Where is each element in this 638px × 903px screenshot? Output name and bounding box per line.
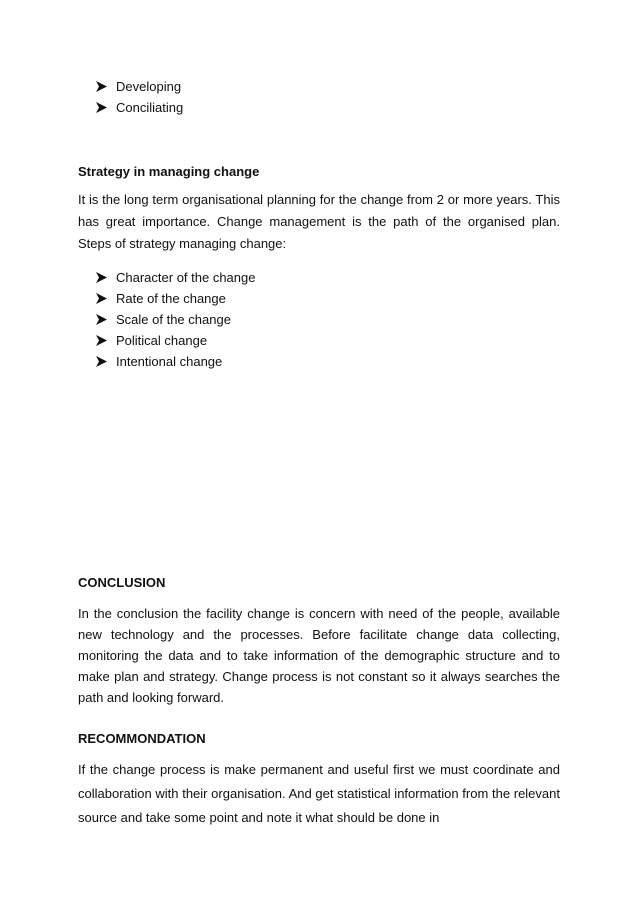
list-item xyxy=(96,76,183,97)
list-item xyxy=(96,351,255,372)
recommendation-paragraph: If the change process is make permanent and useful first we must coordinate and collaboration with their organisation. And get statistical information from the relevant source and take some point and note it what should be done in xyxy=(78,762,560,825)
list-item xyxy=(96,97,183,118)
strategy-paragraph: It is the long term organisational planning for the change from 2 or more years. This has great importance. Change management is the path of the organised plan. Steps of strategy managing change: xyxy=(78,192,560,251)
top-bullet-list xyxy=(96,76,183,118)
arrow-bullet-icon xyxy=(96,356,107,367)
arrow-bullet-icon xyxy=(96,335,107,346)
conclusion-heading: CONCLUSION xyxy=(78,575,166,590)
list-item xyxy=(96,309,255,330)
arrow-bullet-icon xyxy=(96,314,107,325)
arrow-bullet-icon xyxy=(96,102,107,113)
list-item-label: Character of the change xyxy=(116,270,256,285)
list-item xyxy=(96,267,255,288)
strategy-heading: Strategy in managing change xyxy=(78,164,260,179)
arrow-bullet-icon xyxy=(96,272,107,283)
list-item xyxy=(96,330,255,351)
conclusion-paragraph: In the conclusion the facility change is concern with need of the people, available new technology and the processes. Before facilitate change data collecting, monitoring the data and to take information of the demographic structure and to make plan and strategy. Change process is not constant so it always searches the path and looking forward. xyxy=(78,606,560,705)
list-item xyxy=(96,288,255,309)
recommendation-heading: RECOMMONDATION xyxy=(78,731,206,746)
list-item-label: Intentional change xyxy=(116,354,223,369)
list-item-label: Conciliating xyxy=(116,100,184,115)
arrow-bullet-icon xyxy=(96,81,107,92)
list-item-label: Scale of the change xyxy=(116,312,231,327)
arrow-bullet-icon xyxy=(96,293,107,304)
list-item-label: Political change xyxy=(116,333,208,348)
list-item-label: Rate of the change xyxy=(116,291,226,306)
list-item-label: Developing xyxy=(116,79,182,94)
strategy-bullet-list xyxy=(96,267,255,372)
